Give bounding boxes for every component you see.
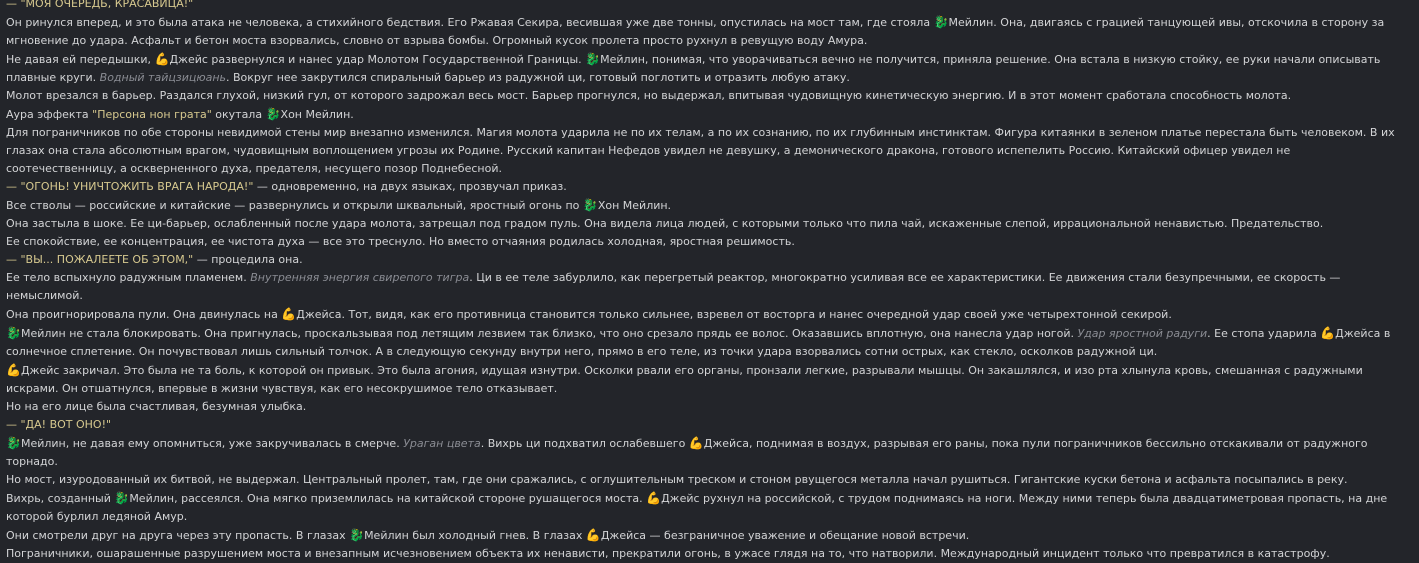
text-run: Она застыла в шоке. Ее ци-барьер, ослабленный после удара молота, затрещал под градом пуль. Она видела лица людей, с которыми только что пила чай, искаженные слепой, иррациональной ненавистью. Предательство. bbox=[6, 217, 1324, 230]
story-paragraph bbox=[6, 398, 1397, 416]
text-run: Вихрь, созданный bbox=[6, 492, 115, 505]
effect-name: "Персона нон грата" bbox=[92, 108, 212, 121]
quote: — "ОГОНЬ! УНИЧТОЖИТЬ ВРАГА НАРОДА!" bbox=[6, 180, 254, 193]
story-paragraph bbox=[6, 471, 1397, 489]
text-run: Не давая ей передышки, bbox=[6, 53, 155, 66]
story-paragraph bbox=[6, 305, 1397, 324]
character-emoji: 💪 bbox=[646, 491, 662, 505]
text-run: Но мост, изуродованный их битвой, не выдержал. Центральный пролет, там, где они сражались, с оглушительным треском и стоном рвущегося металла начал рушиться. Гигантские куски бетона и асфальта посыпались в реку. bbox=[6, 473, 1348, 486]
text-run: окутала bbox=[211, 108, 266, 121]
story-paragraph bbox=[6, 50, 1397, 87]
character-emoji: 🐉 bbox=[6, 436, 21, 450]
text-run: Джейса в солнечное сплетение. Он почувствовал лишь сильный толчок. А в следующую секунду внутри него, прямо в его теле, из точки удара взорвались сотни острых, как стекло, осколков радужной ци. bbox=[6, 327, 1391, 358]
story-paragraph bbox=[6, 324, 1397, 361]
story-paragraph bbox=[6, 0, 1397, 13]
text-run: Она проигнорировала пули. Она двинулась на bbox=[6, 308, 282, 321]
text-run: Мейлин, рассеялся. Она мягко приземлилась на китайской стороне рушащегося моста. bbox=[129, 492, 647, 505]
skill-name: Удар яростной радуги bbox=[1077, 327, 1208, 340]
quote: — "ВЫ... ПОЖАЛЕЕТЕ ОБ ЭТОМ," bbox=[6, 253, 194, 266]
story-paragraph bbox=[6, 416, 1397, 434]
character-emoji: 💪 bbox=[154, 52, 170, 66]
text-run: Мейлин, не давая ему опомниться, уже закручивалась в смерче. bbox=[20, 437, 404, 450]
text-run: Ее тело вспыхнуло радужным пламенем. bbox=[6, 271, 251, 284]
text-run: . Вихрь ци подхватил ослабевшего bbox=[480, 437, 689, 450]
text-run: Мейлин, понимая, что уворачиваться вечно не получится, приняла решение. Она встала в низкую стойку, ее руки начали описывать плавные круги. bbox=[6, 53, 1381, 84]
skill-name: Водный тайцзицюань bbox=[99, 71, 227, 84]
character-emoji: 💪 bbox=[281, 307, 297, 321]
character-emoji: 🐉 bbox=[933, 15, 949, 29]
text-run: Пограничники, ошарашенные разрушением моста и внезапным исчезновением объекта их ненависти, прекратили огонь, в ужасе глядя на то, что натворили. Международный инцидент только что превратился в катастрофу. bbox=[6, 547, 1330, 560]
story-paragraph bbox=[6, 233, 1397, 251]
quote: — "ДА! ВОТ ОНО!" bbox=[6, 418, 112, 431]
text-run: Джейса, поднимая в воздух, разрывая его раны, пока пули пограничников бессильно отскакивали от радужного торнадо. bbox=[6, 437, 1368, 468]
text-run: Хон Мейлин. bbox=[280, 108, 354, 121]
skill-name: Внутренняя энергия свирепого тигра bbox=[250, 271, 470, 284]
story-paragraph bbox=[6, 124, 1397, 178]
story-paragraph bbox=[6, 196, 1397, 215]
character-emoji: 🐉 bbox=[265, 107, 281, 121]
text-run: — одновременно, на двух языках, прозвучал приказ. bbox=[253, 180, 567, 193]
story-paragraph bbox=[6, 545, 1397, 563]
text-run: Но на его лице была счастливая, безумная улыбка. bbox=[6, 400, 307, 413]
text-run: . Вокруг нее закрутился спиральный барьер из радужной ци, готовый поглотить и отразить любую атаку. bbox=[226, 71, 850, 84]
character-emoji: 🐉 bbox=[585, 52, 601, 66]
text-run: . Ее стопа ударила bbox=[1207, 327, 1321, 340]
quote: — "МОЯ ОЧЕРЕДЬ, КРАСАВИЦА!" bbox=[6, 0, 194, 10]
story-paragraph bbox=[6, 105, 1397, 124]
story-paragraph bbox=[6, 13, 1397, 50]
character-emoji: 🐉 bbox=[6, 326, 21, 340]
text-run: Мейлин был холодный гнев. В глазах bbox=[364, 529, 586, 542]
character-emoji: 💪 bbox=[6, 363, 21, 377]
text-run: Ее спокойствие, ее концентрация, ее чистота духа — все это треснуло. Но вместо отчаяния родилась холодная, яростная решимость. bbox=[6, 235, 795, 248]
text-run: Мейлин не стала блокировать. Она пригнулась, проскальзывая под летящим лезвием так близко, что оно срезало прядь ее волос. Оказавшись вплотную, она нанесла удар ногой. bbox=[20, 327, 1078, 340]
character-emoji: 🐉 bbox=[582, 198, 598, 212]
character-emoji: 💪 bbox=[688, 436, 704, 450]
story-paragraph bbox=[6, 526, 1397, 545]
text-run: Все стволы — российские и китайские — развернулись и открыли шквальный, яростный огонь по bbox=[6, 199, 583, 212]
text-run: . Ци в ее теле забурлило, как перегретый реактор, многократно усиливая все ее характеристики. Ее движения стали безупречными, ее скорость — немыслимой. bbox=[6, 271, 1341, 302]
text-run: Для пограничников по обе стороны невидимой стены мир внезапно изменился. Магия молота ударила не по их телам, а по их сознанию, по их глубинным инстинктам. Фигура китаянки в зеленом платье перестала быть человеком. В их глазах она стала абсолютным врагом, чудовищным воплощением угрозы их Родине. Русский капитан Нефедов увидел не девушку, а демонического дракона, готового испепелить Россию. Китайский офицер увидел не соотечественницу, а оскверненного духа, предателя, несущего позор Поднебесной. bbox=[6, 126, 1395, 175]
story-paragraph bbox=[6, 434, 1397, 471]
text-run: Хон Мейлин. bbox=[597, 199, 672, 212]
text-run: Они смотрели друг на друга через эту пропасть. В глазах bbox=[6, 529, 350, 542]
story-paragraph bbox=[6, 215, 1397, 233]
text-run: Джейса. Тот, видя, как его противница становится только сильнее, взревел от восторга и нанес очередной удар своей уже четырехтонной секирой. bbox=[296, 308, 1172, 321]
story-paragraph bbox=[6, 87, 1397, 105]
text-run: Джейса — безграничное уважение и обещание новой встречи. bbox=[600, 529, 970, 542]
character-emoji: 🐉 bbox=[114, 491, 130, 505]
character-emoji: 💪 bbox=[1320, 326, 1336, 340]
text-run: Джейс закричал. Это была не та боль, к которой он привык. Это была агония, идущая изнутри. Осколки рвали его органы, пронзали легкие, разрывали мышцы. Он закашлялся, и изо рта хлынула кровь, смешанная с радужными искрами. Он отшатнулся, впервые в жизни чувствуя, как его несокрушимое тело отказывает. bbox=[6, 364, 1363, 395]
story-paragraph bbox=[6, 361, 1397, 398]
story-paragraph bbox=[6, 251, 1397, 269]
text-run: Джейс рухнул на российской, с трудом поднимаясь на ноги. Между ними теперь была двадцатиметровая пропасть, на дне которой бурлил ледяной Амур. bbox=[6, 492, 1388, 523]
story-paragraph bbox=[6, 178, 1397, 196]
text-run: Аура эффекта bbox=[6, 108, 93, 121]
story-paragraph bbox=[6, 489, 1397, 526]
skill-name: Ураган цвета bbox=[403, 437, 481, 450]
character-emoji: 💪 bbox=[585, 528, 601, 542]
character-emoji: 🐉 bbox=[349, 528, 365, 542]
text-run: Молот врезался в барьер. Раздался глухой, низкий гул, от которого задрожал весь мост. Барьер прогнулся, но выдержал, впитывая чудовищную кинетическую энергию. И в этот момент сработала способность молота. bbox=[6, 89, 1292, 102]
story-paragraph bbox=[6, 269, 1397, 305]
text-run: Джейс развернулся и нанес удар Молотом Государственной Границы. bbox=[169, 53, 586, 66]
text-run: — процедила она. bbox=[193, 253, 303, 266]
text-run: Он ринулся вперед, и это была атака не человека, а стихийного бедствия. Его Ржавая Секира, весившая уже две тонны, опустилась на мост там, где стояла bbox=[6, 16, 934, 29]
text-run: Мейлин. Она, двигаясь с грацией танцующей ивы, отскочила в сторону за мгновение до удара. Асфальт и бетон моста взорвались, словно от взрыва бомбы. Огромный кусок пролета просто рухнул в ревущую воду Амура. bbox=[6, 16, 1385, 47]
